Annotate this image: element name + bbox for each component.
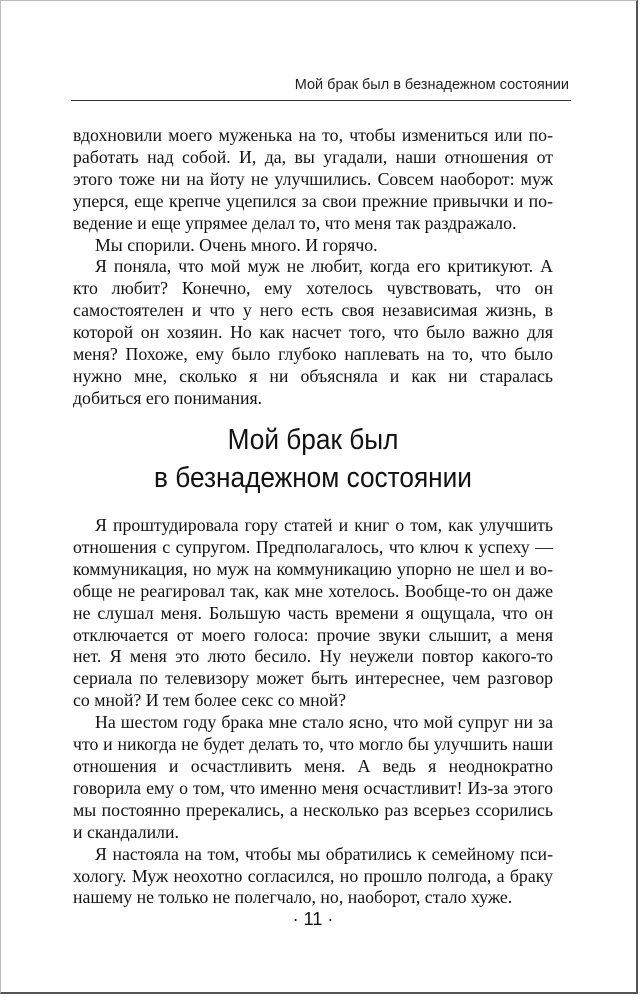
paragraph: Я поняла, что мой муж не любит, когда его критикуют. А кто любит? Конечно, ему хотелось чувствовать, что он самостоятелен и что у него есть своя независимая жизнь, в которой он хозяин. Но как насчет того, что было важно для меня? Похоже, ему было глубоко наплевать на то, что было нужно мне, сколько я ни объясняла и как ни старалась добиться его понимания. — [73, 256, 553, 408]
paragraph: Мы спорили. Очень много. И горячо. — [95, 234, 378, 255]
chapter-title-line-2: в безнадежном состоянии — [154, 462, 472, 494]
paragraph: вдохновили моего муженька на то, чтобы измениться или поработать над собой. И, да, вы угадали, наши отношения от этого тоже ни на йоту не улучшились. Совсем наоборот: муж уперся, еще крепче уцепился за свои прежние привычки и поведение и еще упрямее делал то, что меня так раздражало. — [73, 125, 553, 233]
chapter-title-line-1: Мой брак был — [227, 424, 399, 456]
text-block-top — [73, 125, 553, 410]
paragraph: Я проштудировала гору статей и книг о том, как улучшить отношения с супругом. Предполагалось, что ключ к успеху — коммуникация, но муж на коммуникацию упорно не шел и вообще не реагировал так, как мне хотелось. Вообще-то он даже не слушал меня. Большую часть времени я ощущала, что он отключается от моего голоса: прочие звуки слышит, а меня нет. Я меня это люто бесило. Ну неужели повтор какого-то сериала по телевизору может быть интереснее, чем разговор со мной? И тем более секс со мной? — [73, 515, 553, 711]
paragraph: На шестом году брака мне стало ясно, что мой супруг ни за что и никогда не будет делать то, что могло бы улучшить наши отношения и осчастливить меня. А ведь я неоднократно говорила ему о том, что именно меня осчастливит! Из-за этого мы постоянно пререкались, а несколько раз всерьез ссорились и скандалили. — [73, 712, 553, 842]
chapter-heading — [92, 421, 534, 497]
running-head — [71, 73, 571, 101]
page-number: · 11 · — [292, 909, 334, 929]
running-head-text: Мой брак был в безнадежном состоянии — [294, 77, 569, 93]
text-block-bottom — [73, 515, 553, 909]
paragraph: Я настояла на том, чтобы мы обратились к семейному психологу. Муж неохотно согласился, но прошло полгода, а браку нашему не только не полегчало, но, наоборот, стало хуже. — [73, 843, 553, 908]
